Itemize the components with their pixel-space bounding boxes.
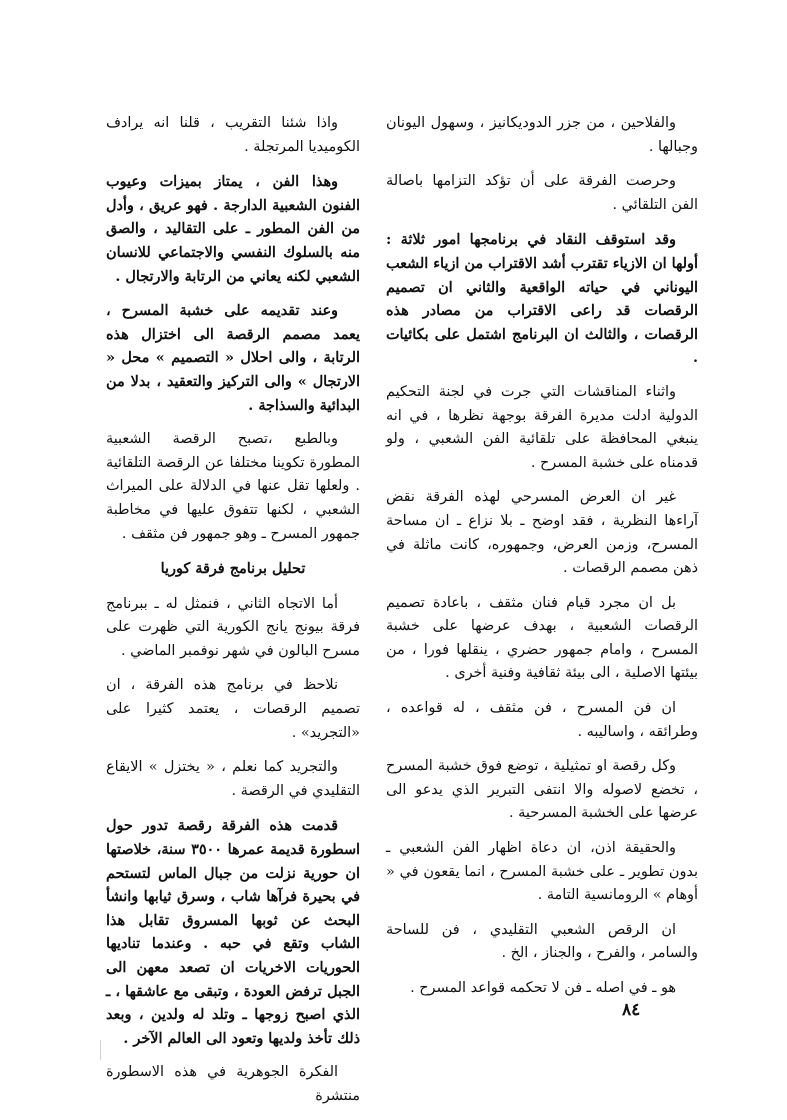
left-column [106, 112, 360, 1120]
paragraph: واذا شئنا التقريب ، قلنا انه يرادف الكوميديا المرتجلة . [106, 115, 360, 155]
paragraph: الفكرة الجوهرية في هذه الاسطورة منتشرة [106, 1064, 360, 1104]
paragraph: غير ان العرض المسرحي لهذه الفرقة نقض آراءها النظرية ، فقد اوضح ـ بلا نزاع ـ ان مساحة المسرح، وزمن العرض، وجمهوره، كانت ماثلة في ذهن مصمم الرقصات . [386, 489, 698, 577]
paragraph: نلاحظ في برنامج هذه الفرقة ، ان تصميم الرقصات ، يعتمد كثيرا على «التجريد» . [106, 677, 360, 741]
paragraph: وكل رقصة او تمثيلية ، توضع فوق خشبة المسرح ، تخضع لاصوله والا انتفى التبرير الذي يدعو الى عرضها على الخشبة المسرحية . [386, 758, 698, 822]
paragraph: ان فن المسرح ، فن مثقف ، له قواعده ، وطرائقه ، واساليبه . [386, 700, 698, 740]
paragraph: وعند تقديمه على خشبة المسرح ، يعمد مصمم الرقصة الى اختزال هذه الرتابة ، والى احلال « التصميم » محل « الارتجال » والى التركيز والتعقيد ، بدلا من البدائية والسذاجة . [106, 302, 360, 414]
paragraph: هو ـ في اصله ـ فن لا تحكمه قواعد المسرح . [410, 980, 676, 996]
paragraph: وهذا الفن ، يمتاز بميزات وعيوب الفنون الشعبية الدارجة . فهو عريق ، وأدل من الفن المطور ـ على التقاليد ، والصق منه بالسلوك النفسي والاجتماعي للانسان الشعبي لكنه يعاني من الرتابة والارتجال . [106, 173, 360, 285]
right-column [386, 112, 698, 1012]
paragraph: وحرصت الفرقة على أن تؤكد التزامها باصالة الفن التلقائي . [386, 173, 698, 213]
paragraph: والتجريد كما نعلم ، « يختزل » الايقاع التقليدي في الرقصة . [106, 759, 360, 799]
scan-mark [100, 1040, 101, 1060]
paragraph: قدمت هذه الفرقة رقصة تدور حول اسطورة قديمة عمرها ٣٥٠٠ سنة، خلاصتها ان حورية نزلت من جبال الماس لتستحم في بحيرة فرآها شاب ، وسرق ثيابها وانشأ البحث عن ثوبها المسروق تقابل هذا الشاب وتقع في حبه . وعندما تناديها الحوريات الاخريات ان تصعد معهن الى الجبل ترفض العودة ، وتبقى مع عاشقها ، ـ الذي اصبح زوجها ـ وتلد له ولدين ، وبعد ذلك تأخذ ولديها وتعود الى العالم الآخر . [106, 817, 360, 1047]
paragraph: واثناء المناقشات التي جرت في لجنة التحكيم الدولية ادلت مديرة الفرقة بوجهة نظرها ، في انه ينبغي المحافظة على تلقائية الفن الشعبي ، ولو قدمناه على خشبة المسرح . [386, 383, 698, 471]
paragraph: أما الاتجاه الثاني ، فنمثل له ـ ببرنامج فرقة بيونج يانج الكورية التي ظهرت على مسرح البالون في شهر نوفمبر الماضي . [106, 595, 360, 659]
paragraph: والحقيقة اذن، ان دعاة اظهار الفن الشعبي ـ بدون تطوير ـ على خشبة المسرح ، انما يقعون في « أوهام » الرومانسية التامة . [386, 840, 698, 904]
section-heading: تحليل برنامج فرقة كوريا [160, 560, 306, 578]
paragraph: ان الرقص الشعبي التقليدي ، فن للساحة والسامر ، والفرح ، والجناز ، الخ . [386, 921, 698, 962]
paragraph: والفلاحين ، من جزر الدوديكانيز ، وسهول اليونان وجبالها . [386, 115, 698, 155]
page-number: ٨٤ [622, 1000, 641, 1020]
paragraph: وقد استوقف النقاد في برنامجها امور ثلاثة : أولها ان الازياء تقترب أشد الاقتراب من ازياء الشعب اليوناني في حياته الواقعية والثاني ان تصميم الرقصات قد راعى الاقتراب من مصادر هذه الرقصات ، والثالث ان البرنامج اشتمل على بكائيات . [385, 231, 698, 367]
paragraph: بل ان مجرد قيام فنان مثقف ، باعادة تصميم الرقصات الشعبية ، بهدف عرضها على خشبة المسرح ، وامام جمهور حضري ، ينقلها فورا ، من بيئتها الاصلية ، الى بيئة ثقافية وفنية أخرى . [386, 594, 698, 682]
paragraph: وبالطبع ،تصبح الرقصة الشعبية المطورة تكوينا مختلفا عن الرقصة التلقائية . ولعلها تقل عنها في الدلالة على الميراث الشعبي ، لكنها تتفوق عليها في مخاطبة جمهور المسرح ـ وهو جمهور فن مثقف . [106, 431, 360, 542]
